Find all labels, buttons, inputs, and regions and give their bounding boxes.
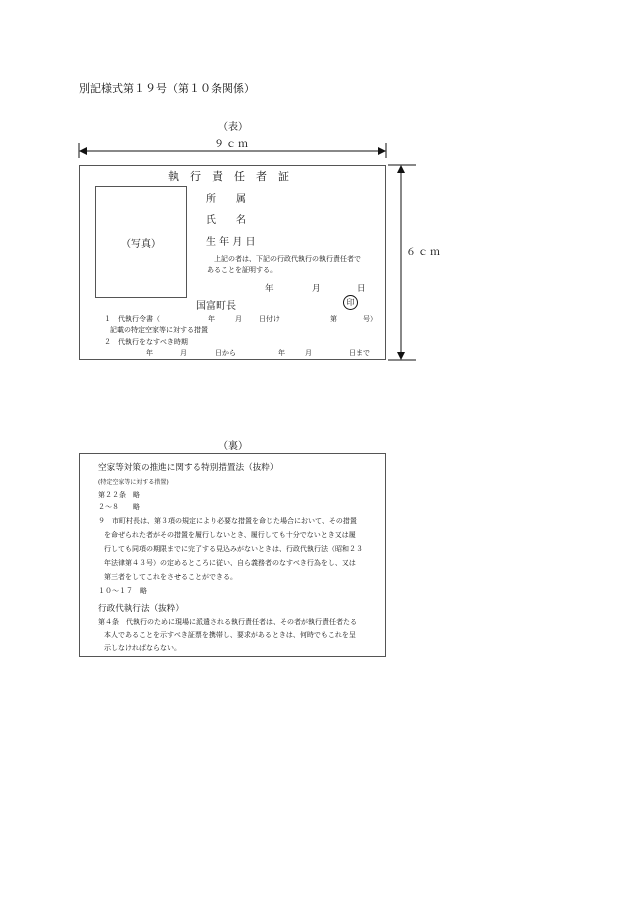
seal-mark: 印 — [343, 295, 358, 310]
item2-label: ２ 代執行をなすべき時期 — [104, 338, 188, 346]
field-birthdate: 生 年 月 日 — [206, 237, 256, 248]
certify-line-1: 上記の者は、下記の行政代執行の執行責任者で — [214, 255, 361, 263]
law1-title: 空家等対策の推進に関する特別措置法（抜粋） — [98, 463, 279, 473]
photo-label: （写真） — [121, 238, 161, 250]
period-from: 日から — [215, 349, 236, 357]
period-until: 日まで — [349, 349, 370, 357]
item1-month: 月 — [235, 315, 242, 323]
width-label: ９ｃｍ — [214, 139, 250, 150]
item1-label: １ 代執行令書（ — [104, 315, 160, 323]
article-4-line-2: 本人であることを示すべき証票を携帯し、要求があるときは、何時でもこれを呈 — [104, 631, 356, 639]
card-title: 執 行 責 任 者 証 — [168, 170, 289, 183]
period-month-from: 月 — [180, 349, 187, 357]
article-9-line-1: ９ 市町村長は、第３項の規定により必要な措置を命じた場合において、その措置 — [98, 517, 357, 525]
article-22: 第２２条 略 — [98, 491, 140, 499]
period-year-to: 年 — [278, 349, 285, 357]
field-name: 氏 名 — [206, 215, 246, 226]
front-label: （表） — [218, 122, 248, 133]
period-year-from: 年 — [146, 349, 153, 357]
article-9-line-5: 第三者をしてこれをさせることができる。 — [104, 573, 237, 581]
form-title: 別記様式第１９号（第１０条関係） — [79, 82, 255, 95]
period-month-to: 月 — [305, 349, 312, 357]
issue-date-year: 年 — [265, 284, 274, 294]
photo-box — [95, 186, 187, 298]
item1-measures: 記載の特定空家等に対する措置 — [110, 326, 208, 334]
field-affiliation: 所 属 — [206, 194, 246, 205]
certify-line-2: あることを証明する。 — [207, 266, 277, 274]
item1-dated: 日付け — [259, 315, 280, 323]
issue-date-month: 月 — [312, 284, 321, 294]
item1-number-prefix: 第 — [330, 315, 337, 323]
article-9-line-2: を命ぜられた者がその措置を履行しないとき、履行しても十分でないとき又は履 — [104, 531, 356, 539]
law1-subtitle: (特定空家等に対する措置) — [98, 479, 169, 486]
issue-date-day: 日 — [357, 284, 366, 294]
article-4-line-3: 示しなければならない。 — [104, 644, 181, 652]
item1-year: 年 — [208, 315, 215, 323]
article-4-line-1: 第４条 代執行のために現場に派遣される執行責任者は、その者が執行責任者たる — [98, 618, 357, 626]
issuer-title: 国富町長 — [196, 301, 236, 312]
articles-2-8: ２～８ 略 — [98, 503, 140, 511]
article-9-line-3: 行しても同項の期限までに完了する見込みがないときは、行政代執行法（昭和２３ — [104, 545, 363, 553]
height-label: ６ｃｍ — [406, 247, 442, 258]
article-9-line-4: 年法律第４３号）の定めるところに従い、自ら義務者のなすべき行為をし、又は — [104, 559, 356, 567]
articles-10-17: １０～１７ 略 — [98, 587, 147, 595]
law2-title: 行政代執行法（抜粋） — [98, 604, 184, 614]
item1-number-suffix: 号） — [363, 315, 377, 323]
back-label: （裏） — [218, 441, 248, 452]
